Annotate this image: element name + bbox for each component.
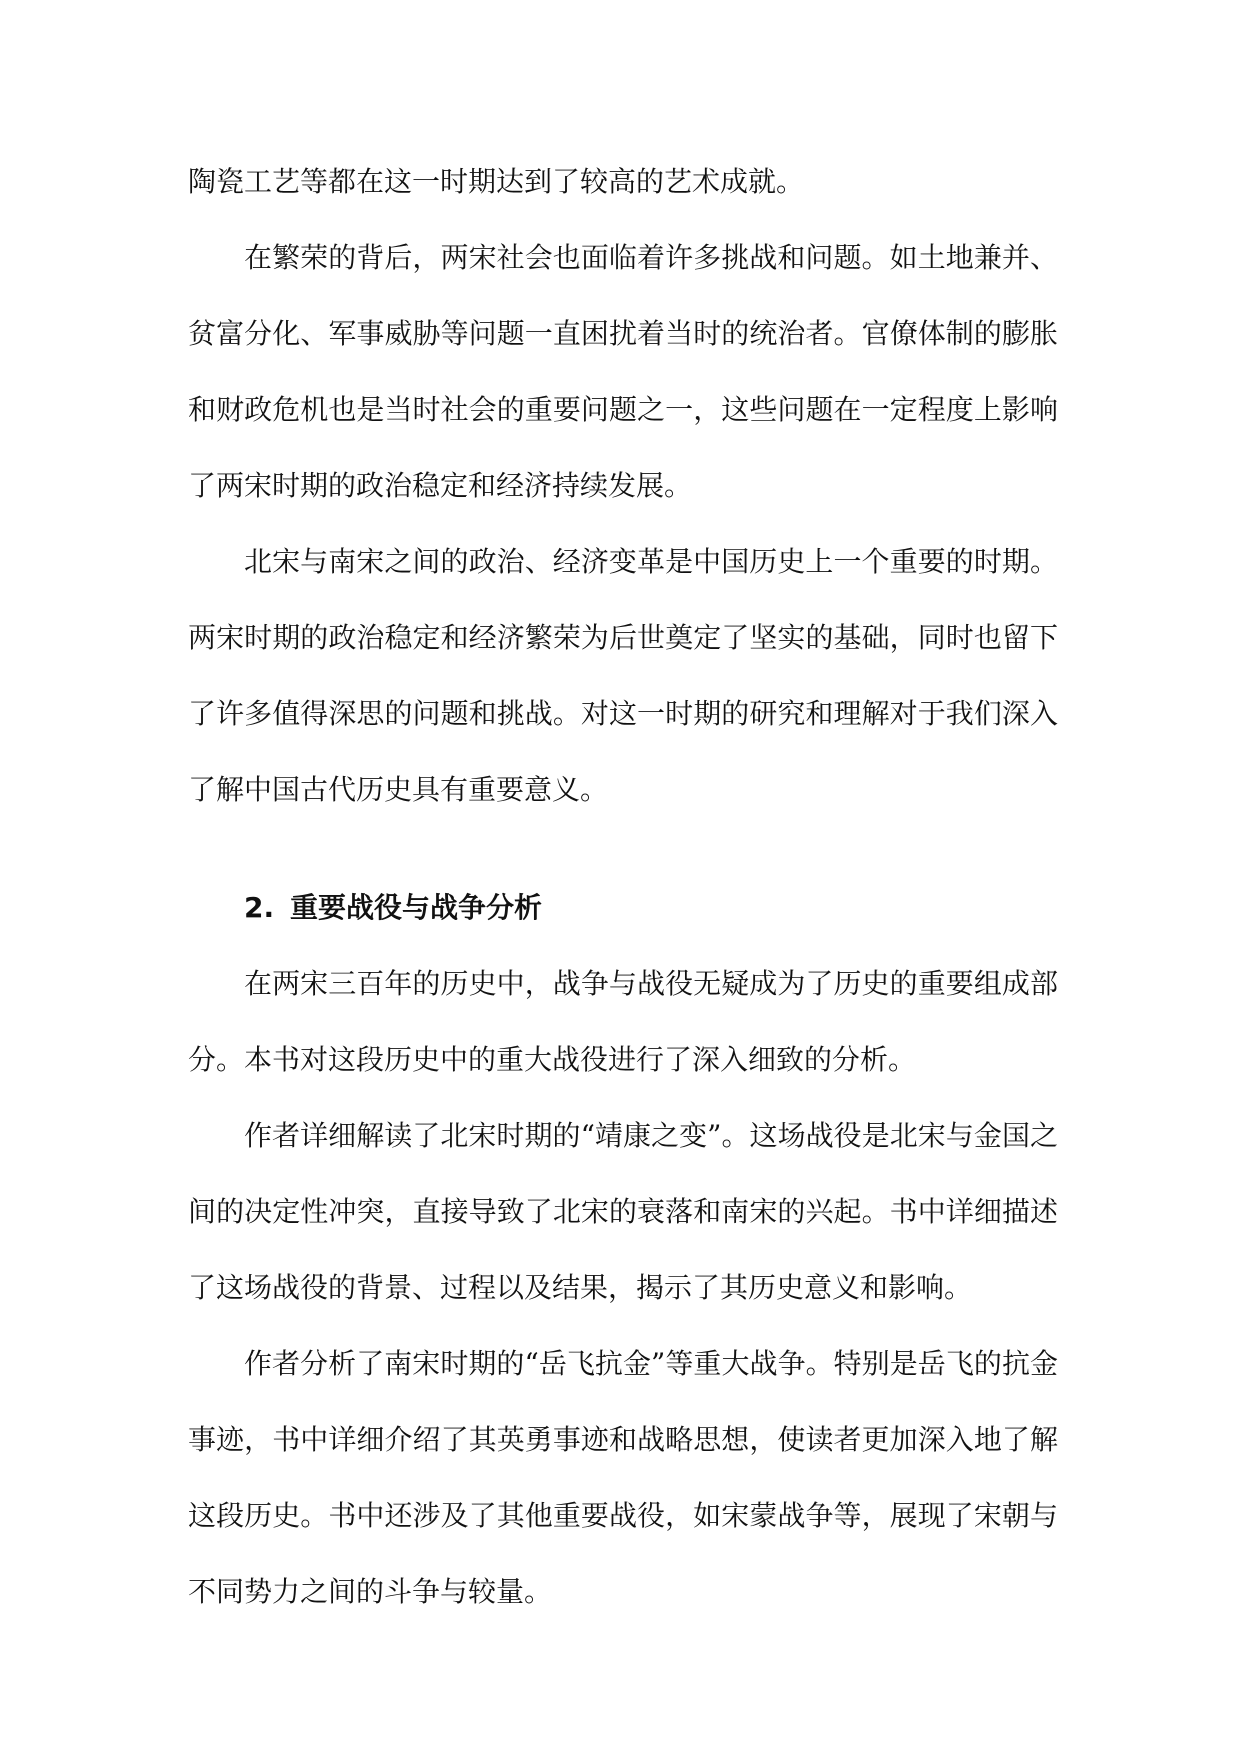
paragraph-continued: 陶瓷工艺等都在这一时期达到了较高的艺术成就。 <box>188 165 805 198</box>
section-heading <box>188 870 1058 946</box>
paragraph-jingkang-incident: 作者详细解读了北宋时期的“靖康之变”。这场战役是北宋与金国之间的决定性冲突，直接导致了北宋的衰落和南宋的兴起。书中详细描述了这场战役的背景、过程以及结果，揭示了其历史意义和影响。 <box>188 1119 1058 1304</box>
paragraph-northern-southern-song: 北宋与南宋之间的政治、经济变革是中国历史上一个重要的时期。两宋时期的政治稳定和经济繁荣为后世奠定了坚实的基础，同时也留下了许多值得深思的问题和挑战。对这一时期的研究和理解对于我们深入了解中国古代历史具有重要意义。 <box>188 545 1058 806</box>
paragraph-social-challenges: 在繁荣的背后，两宋社会也面临着许多挑战和问题。如土地兼并、贫富分化、军事威胁等问题一直困扰着当时的统治者。官僚体制的膨胀和财政危机也是当时社会的重要问题之一，这些问题在一定程度上影响了两宋时期的政治稳定和经济持续发展。 <box>188 241 1058 502</box>
paragraph-wars-overview: 在两宋三百年的历史中，战争与战役无疑成为了历史的重要组成部分。本书对这段历史中的重大战役进行了深入细致的分析。 <box>188 967 1058 1076</box>
document-body <box>188 144 1058 1630</box>
section-title: 重要战役与战争分析 <box>290 891 543 924</box>
section-number: 2. <box>244 891 275 924</box>
paragraph-yue-fei: 作者分析了南宋时期的“岳飞抗金”等重大战争。特别是岳飞的抗金事迹，书中详细介绍了其英勇事迹和战略思想，使读者更加深入地了解这段历史。书中还涉及了其他重要战役，如宋蒙战争等，展现了宋朝与不同势力之间的斗争与较量。 <box>188 1347 1058 1608</box>
